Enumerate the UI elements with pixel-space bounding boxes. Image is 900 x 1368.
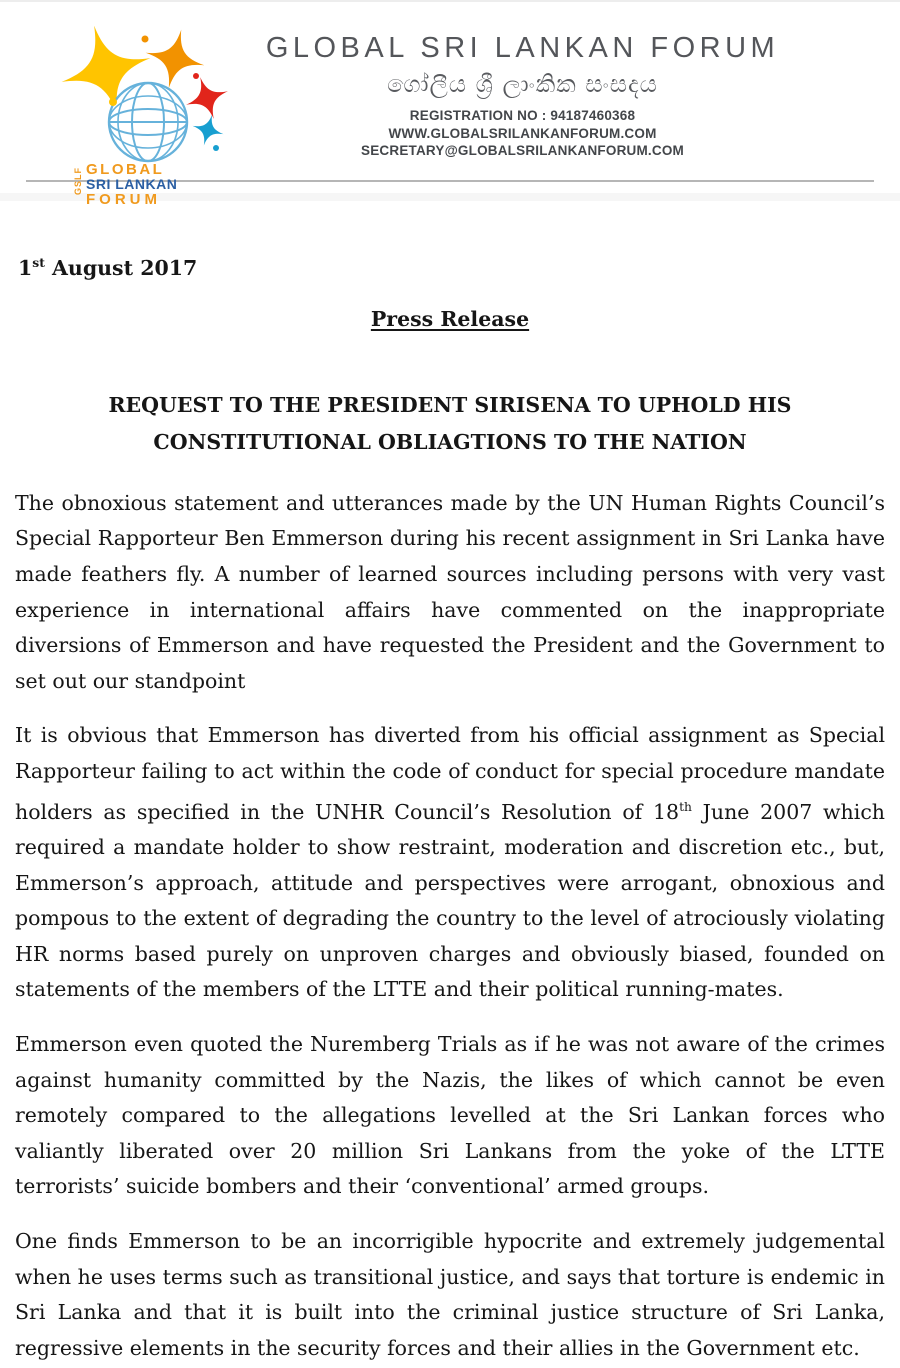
paragraph: It is obvious that Emmerson has diverted from his official assignment as Special Rapporteur failing to act within the code of conduct for special procedure mandate holders as specified in the UNHR Council’s Resolution of 18th June 2007 which required a mandate holder to show restraint, moderation and discretion etc., but, Emmerson’s approach, attitude and perspectives were arrogant, obnoxious and pompous to the extent of degrading the country to the level of atrociously violating HR norms based purely on unproven charges and obviously biased, founded on statements of the members of the LTTE and their political running-mates. [15,723,885,1002]
registration-number: REGISTRATION NO : 94187460368 [409,108,636,123]
logo-wordmark [56,162,238,207]
document-date: 1st August 2017 [18,255,198,280]
document-heading: REQUEST TO THE PRESIDENT SIRISENA TO UPHOLD HIS CONSTITUTIONAL OBLIAGTIONS TO THE NATION [108,392,792,454]
letterhead [0,2,900,208]
org-name: GLOBAL SRI LANKAN FORUM [265,32,780,64]
paragraph: One finds Emmerson to be an incorrigible hypocrite and extremely judgemental when he uses terms such as transitional justice, and says that torture is endemic in Sri Lanka and that it is built into the criminal justice structure of Sri Lanka, regressive elements in the security forces and their allies in the Government etc. [15,1228,885,1360]
document-body [0,486,900,1366]
logo-text-sri-lankan: SRI LANKAN [86,176,178,193]
logo-text-global: GLOBAL [86,161,165,178]
logo-starburst-globe-icon [56,26,238,176]
paragraph: Emmerson even quoted the Nuremberg Trials as if he was not aware of the crimes against humanity committed by the Nazis, the likes of which cannot be even remotely compared to the allegations levelled at the Sri Lankan forces who valiantly liberated over 20 million Sri Lankans from the yoke of the LTTE terrorists’ suicide bombers and their ‘conventional’ armed groups. [15,1031,885,1199]
paragraph: The obnoxious statement and utterances made by the UN Human Rights Council’s Special Rapporteur Ben Emmerson during his recent assignment in Sri Lanka have made feathers fly. A number of learned sources including persons with very vast experience in international affairs have commented on the inappropriate diversions of Emmerson and have requested the President and the Government to set out our standpoint [15,490,885,693]
org-logo [56,26,238,207]
letterhead-center [250,2,795,160]
logo-gslf-vertical-text: GSLF [73,167,83,195]
org-email: SECRETARY@GLOBALSRILANKANFORUM.COM [361,143,684,158]
press-release-title: Press Release [370,306,530,331]
org-contact-block [250,107,795,160]
logo-text-forum: FORUM [86,190,161,208]
org-website: WWW.GLOBALSRILANKANFORUM.COM [388,125,657,141]
org-name-sinhala: ගෝලීය ශ්‍රී ලාංකික සංසදය [387,70,658,98]
